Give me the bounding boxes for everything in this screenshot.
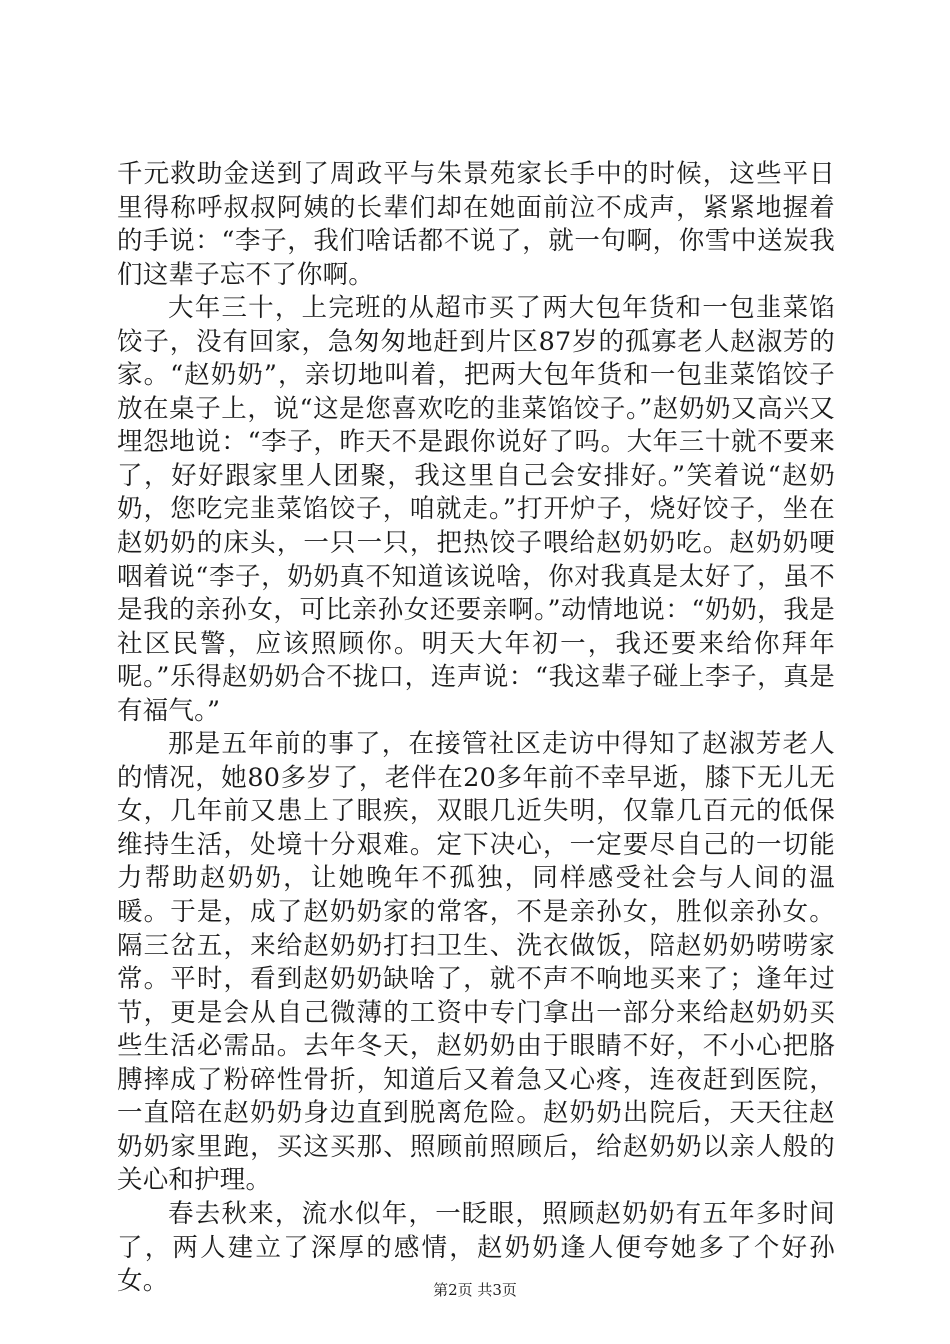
paragraph-1: 千元救助金送到了周政平与朱景苑家长手中的时候，这些平日里得称呼叔叔阿姨的长辈们却在她面前泣不成声，紧紧地握着的手说：“李子，我们啥话都不说了，就一句啊，你雪中送炭我们这辈子忘不了你啊。 <box>117 159 835 290</box>
document-body <box>117 158 835 1299</box>
paragraph-2: 大年三十，上完班的从超市买了两大包年货和一包韭菜馅饺子，没有回家，急匆匆地赶到片区87岁的孤寡老人赵淑芳的家。“赵奶奶”，亲切地叫着，把两大包年货和一包韭菜馅饺子放在桌子上，说“这是您喜欢吃的韭菜馅饺子。”赵奶奶又高兴又埋怨地说：“李子，昨天不是跟你说好了吗。大年三十就不要来了，好好跟家里人团聚，我这里自己会安排好。”笑着说“赵奶奶，您吃完韭菜馅饺子，咱就走。”打开炉子，烧好饺子，坐在赵奶奶的床头，一只一只，把热饺子喂给赵奶奶吃。赵奶奶哽咽着说“李子，奶奶真不知道该说啥，你对我真是太好了，虽不是我的亲孙女，可比亲孙女还要亲啊。”动情地说：“奶奶，我是社区民警，应该照顾你。明天大年初一，我还要来给你拜年呢。”乐得赵奶奶合不拢口，连声说：“我这辈子碰上李子，真是有福气。” <box>117 293 835 726</box>
page-footer: 第2页 共3页 <box>433 1281 517 1299</box>
paragraph-4: 春去秋来，流水似年，一眨眼，照顾赵奶奶有五年多时间了，两人建立了深厚的感情，赵奶奶逢人便夸她多了个好孙女。 <box>117 1198 835 1297</box>
paragraph-3: 那是五年前的事了，在接管社区走访中得知了赵淑芳老人的情况，她80多岁了，老伴在20多年前不幸早逝，膝下无儿无女，几年前又患上了眼疾，双眼几近失明，仅靠几百元的低保维持生活，处境十分艰难。定下决心，一定要尽自己的一切能力帮助赵奶奶，让她晚年不孤独，同样感受社会与人间的温暖。于是，成了赵奶奶家的常客，不是亲孙女，胜似亲孙女。隔三岔五，来给赵奶奶打扫卫生、洗衣做饭，陪赵奶奶唠唠家常。平时，看到赵奶奶缺啥了，就不声不响地买来了；逢年过节，更是会从自己微薄的工资中专门拿出一部分来给赵奶奶买些生活必需品。去年冬天，赵奶奶由于眼睛不好，不小心把胳膊摔成了粉碎性骨折，知道后又着急又心疼，连夜赶到医院，一直陪在赵奶奶身边直到脱离危险。赵奶奶出院后，天天往赵奶奶家里跑，买这买那、照顾前照顾后，给赵奶奶以亲人般的关心和护理。 <box>117 729 835 1196</box>
